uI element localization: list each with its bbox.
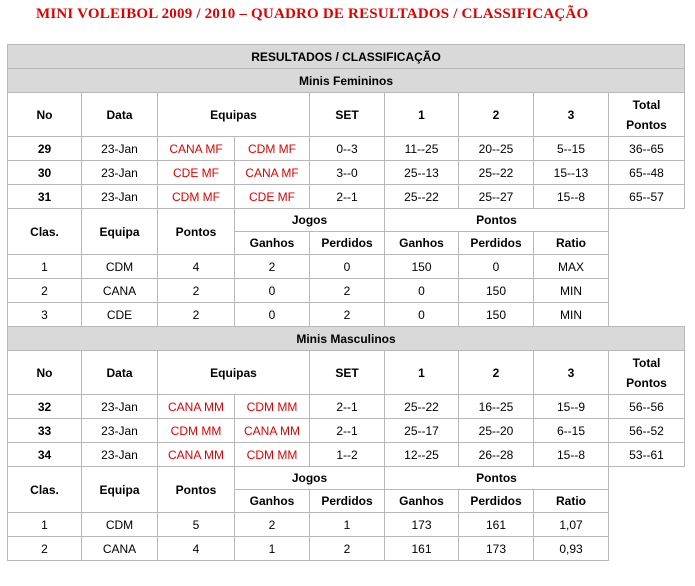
standing-ratio: 0,93 [534, 537, 609, 561]
match-team-a: CDM MM [158, 419, 235, 443]
header-set3: 3 [534, 351, 609, 395]
header-no: No [8, 351, 82, 395]
match-set: 2--1 [310, 395, 385, 419]
standing-pontos-ganhos: 0 [385, 279, 459, 303]
match-set1: 12--25 [385, 443, 459, 467]
header-set: SET [310, 351, 385, 395]
match-date: 23-Jan [82, 185, 158, 209]
match-set1: 11--25 [385, 137, 459, 161]
standing-ratio: MAX [534, 255, 609, 279]
blank-cell [609, 303, 685, 327]
header-pontos-group: Pontos [385, 209, 609, 232]
match-total: 65--48 [609, 161, 685, 185]
header-jogos-perdidos: Perdidos [310, 232, 385, 255]
standing-pontos: 5 [158, 513, 235, 537]
header-jogos: Jogos [235, 467, 385, 490]
standings-row [8, 255, 685, 279]
header-equipa: Equipa [82, 467, 158, 513]
section-title: Minis Femininos [8, 69, 685, 93]
match-set2: 16--25 [459, 395, 534, 419]
standing-equipa: CANA [82, 537, 158, 561]
header-pontos-group: Pontos [385, 467, 609, 490]
match-set2: 26--28 [459, 443, 534, 467]
standing-pontos-perdidos: 173 [459, 537, 534, 561]
match-set1: 25--22 [385, 395, 459, 419]
standings-row [8, 537, 685, 561]
standing-clas: 2 [8, 537, 82, 561]
blank-cell [609, 279, 685, 303]
header-total-pontos [609, 93, 685, 137]
standing-ratio: 1,07 [534, 513, 609, 537]
match-team-b: CDE MF [235, 185, 310, 209]
header-set2: 2 [459, 93, 534, 137]
match-set: 3--0 [310, 161, 385, 185]
standings-header-row [8, 467, 685, 490]
standings-row [8, 303, 685, 327]
standing-pontos: 4 [158, 255, 235, 279]
match-team-a: CANA MF [158, 137, 235, 161]
match-set: 1--2 [310, 443, 385, 467]
header-jogos-ganhos: Ganhos [235, 490, 310, 513]
standing-pontos-perdidos: 161 [459, 513, 534, 537]
standing-pontos-perdidos: 0 [459, 255, 534, 279]
match-date: 23-Jan [82, 395, 158, 419]
header-set1: 1 [385, 351, 459, 395]
header-total-line1: Total [632, 355, 661, 370]
results-table-body [8, 45, 685, 561]
blank-cell [609, 209, 685, 255]
blank-cell [609, 537, 685, 561]
match-set3: 15--8 [534, 443, 609, 467]
blank-cell [609, 513, 685, 537]
standing-clas: 2 [8, 279, 82, 303]
standing-jogos-ganhos: 0 [235, 303, 310, 327]
standing-jogos-ganhos: 2 [235, 255, 310, 279]
section-header-row [8, 69, 685, 93]
standing-pontos-perdidos: 150 [459, 279, 534, 303]
standing-clas: 1 [8, 513, 82, 537]
header-set2: 2 [459, 351, 534, 395]
standing-equipa: CANA [82, 279, 158, 303]
header-data: Data [82, 351, 158, 395]
match-set1: 25--13 [385, 161, 459, 185]
section-header-row [8, 327, 685, 351]
match-set1: 25--22 [385, 185, 459, 209]
header-set: SET [310, 93, 385, 137]
header-pontos-ganhos: Ganhos [385, 232, 459, 255]
header-jogos-perdidos: Perdidos [310, 490, 385, 513]
header-ratio: Ratio [534, 232, 609, 255]
standings-row [8, 513, 685, 537]
header-set3: 3 [534, 93, 609, 137]
blank-cell [609, 255, 685, 279]
standing-jogos-perdidos: 1 [310, 513, 385, 537]
header-pontos-ganhos: Ganhos [385, 490, 459, 513]
match-team-b: CDM MM [235, 443, 310, 467]
header-total-line1: Total [632, 97, 661, 112]
match-date: 23-Jan [82, 419, 158, 443]
standing-ratio: MIN [534, 279, 609, 303]
header-total-pontos [609, 351, 685, 395]
match-total: 36--65 [609, 137, 685, 161]
standing-equipa: CDM [82, 513, 158, 537]
header-equipa: Equipa [82, 209, 158, 255]
page-title: MINI VOLEIBOL 2009 / 2010 – QUADRO DE RESULTADOS / CLASSIFICAÇÃO [36, 6, 589, 22]
match-set: 0--3 [310, 137, 385, 161]
match-no: 33 [8, 419, 82, 443]
match-row [8, 161, 685, 185]
match-total: 65--57 [609, 185, 685, 209]
match-set: 2--1 [310, 419, 385, 443]
match-set1: 25--17 [385, 419, 459, 443]
standing-pontos-perdidos: 150 [459, 303, 534, 327]
match-set2: 25--20 [459, 419, 534, 443]
match-no: 32 [8, 395, 82, 419]
standings-row [8, 279, 685, 303]
match-row [8, 185, 685, 209]
match-row [8, 395, 685, 419]
match-total: 56--52 [609, 419, 685, 443]
header-data: Data [82, 93, 158, 137]
match-team-a: CANA MM [158, 395, 235, 419]
match-row [8, 419, 685, 443]
header-clas: Clas. [8, 209, 82, 255]
match-set3: 5--15 [534, 137, 609, 161]
match-header-row [8, 351, 685, 395]
section-title: Minis Masculinos [8, 327, 685, 351]
match-team-b: CANA MF [235, 161, 310, 185]
standing-pontos: 2 [158, 303, 235, 327]
header-jogos: Jogos [235, 209, 385, 232]
match-set3: 6--15 [534, 419, 609, 443]
standing-equipa: CDM [82, 255, 158, 279]
header-equipas: Equipas [158, 93, 310, 137]
header-ratio: Ratio [534, 490, 609, 513]
header-no: No [8, 93, 82, 137]
standings-header-row [8, 209, 685, 232]
header-total-line2: Pontos [626, 117, 667, 132]
match-set3: 15--8 [534, 185, 609, 209]
header-pontos: Pontos [158, 209, 235, 255]
match-team-a: CDE MF [158, 161, 235, 185]
match-total: 53--61 [609, 443, 685, 467]
standing-pontos-ganhos: 150 [385, 255, 459, 279]
match-team-b: CANA MM [235, 419, 310, 443]
header-pontos: Pontos [158, 467, 235, 513]
table-title: RESULTADOS / CLASSIFICAÇÃO [8, 45, 685, 69]
match-set: 2--1 [310, 185, 385, 209]
header-clas: Clas. [8, 467, 82, 513]
match-team-a: CDM MF [158, 185, 235, 209]
header-set1: 1 [385, 93, 459, 137]
standing-pontos: 2 [158, 279, 235, 303]
standing-jogos-perdidos: 2 [310, 279, 385, 303]
standing-ratio: MIN [534, 303, 609, 327]
match-set2: 25--22 [459, 161, 534, 185]
match-date: 23-Jan [82, 443, 158, 467]
standing-equipa: CDE [82, 303, 158, 327]
standing-pontos-ganhos: 0 [385, 303, 459, 327]
standing-jogos-perdidos: 2 [310, 303, 385, 327]
match-no: 29 [8, 137, 82, 161]
match-header-row [8, 93, 685, 137]
match-team-b: CDM MM [235, 395, 310, 419]
match-team-b: CDM MF [235, 137, 310, 161]
standing-jogos-ganhos: 1 [235, 537, 310, 561]
header-pontos-perdidos: Perdidos [459, 232, 534, 255]
match-no: 30 [8, 161, 82, 185]
match-row [8, 137, 685, 161]
table-title-row [8, 45, 685, 69]
standing-jogos-ganhos: 2 [235, 513, 310, 537]
match-date: 23-Jan [82, 161, 158, 185]
standing-jogos-perdidos: 2 [310, 537, 385, 561]
match-date: 23-Jan [82, 137, 158, 161]
match-set2: 20--25 [459, 137, 534, 161]
match-set2: 25--27 [459, 185, 534, 209]
standing-clas: 3 [8, 303, 82, 327]
match-no: 34 [8, 443, 82, 467]
standing-clas: 1 [8, 255, 82, 279]
standing-pontos-ganhos: 173 [385, 513, 459, 537]
match-row [8, 443, 685, 467]
results-table [7, 44, 685, 561]
standing-jogos-perdidos: 0 [310, 255, 385, 279]
header-equipas: Equipas [158, 351, 310, 395]
standing-pontos-ganhos: 161 [385, 537, 459, 561]
match-set3: 15--13 [534, 161, 609, 185]
header-total-line2: Pontos [626, 375, 667, 390]
match-total: 56--56 [609, 395, 685, 419]
blank-cell [609, 467, 685, 513]
standing-jogos-ganhos: 0 [235, 279, 310, 303]
match-no: 31 [8, 185, 82, 209]
standing-pontos: 4 [158, 537, 235, 561]
match-set3: 15--9 [534, 395, 609, 419]
match-team-a: CANA MM [158, 443, 235, 467]
header-jogos-ganhos: Ganhos [235, 232, 310, 255]
header-pontos-perdidos: Perdidos [459, 490, 534, 513]
